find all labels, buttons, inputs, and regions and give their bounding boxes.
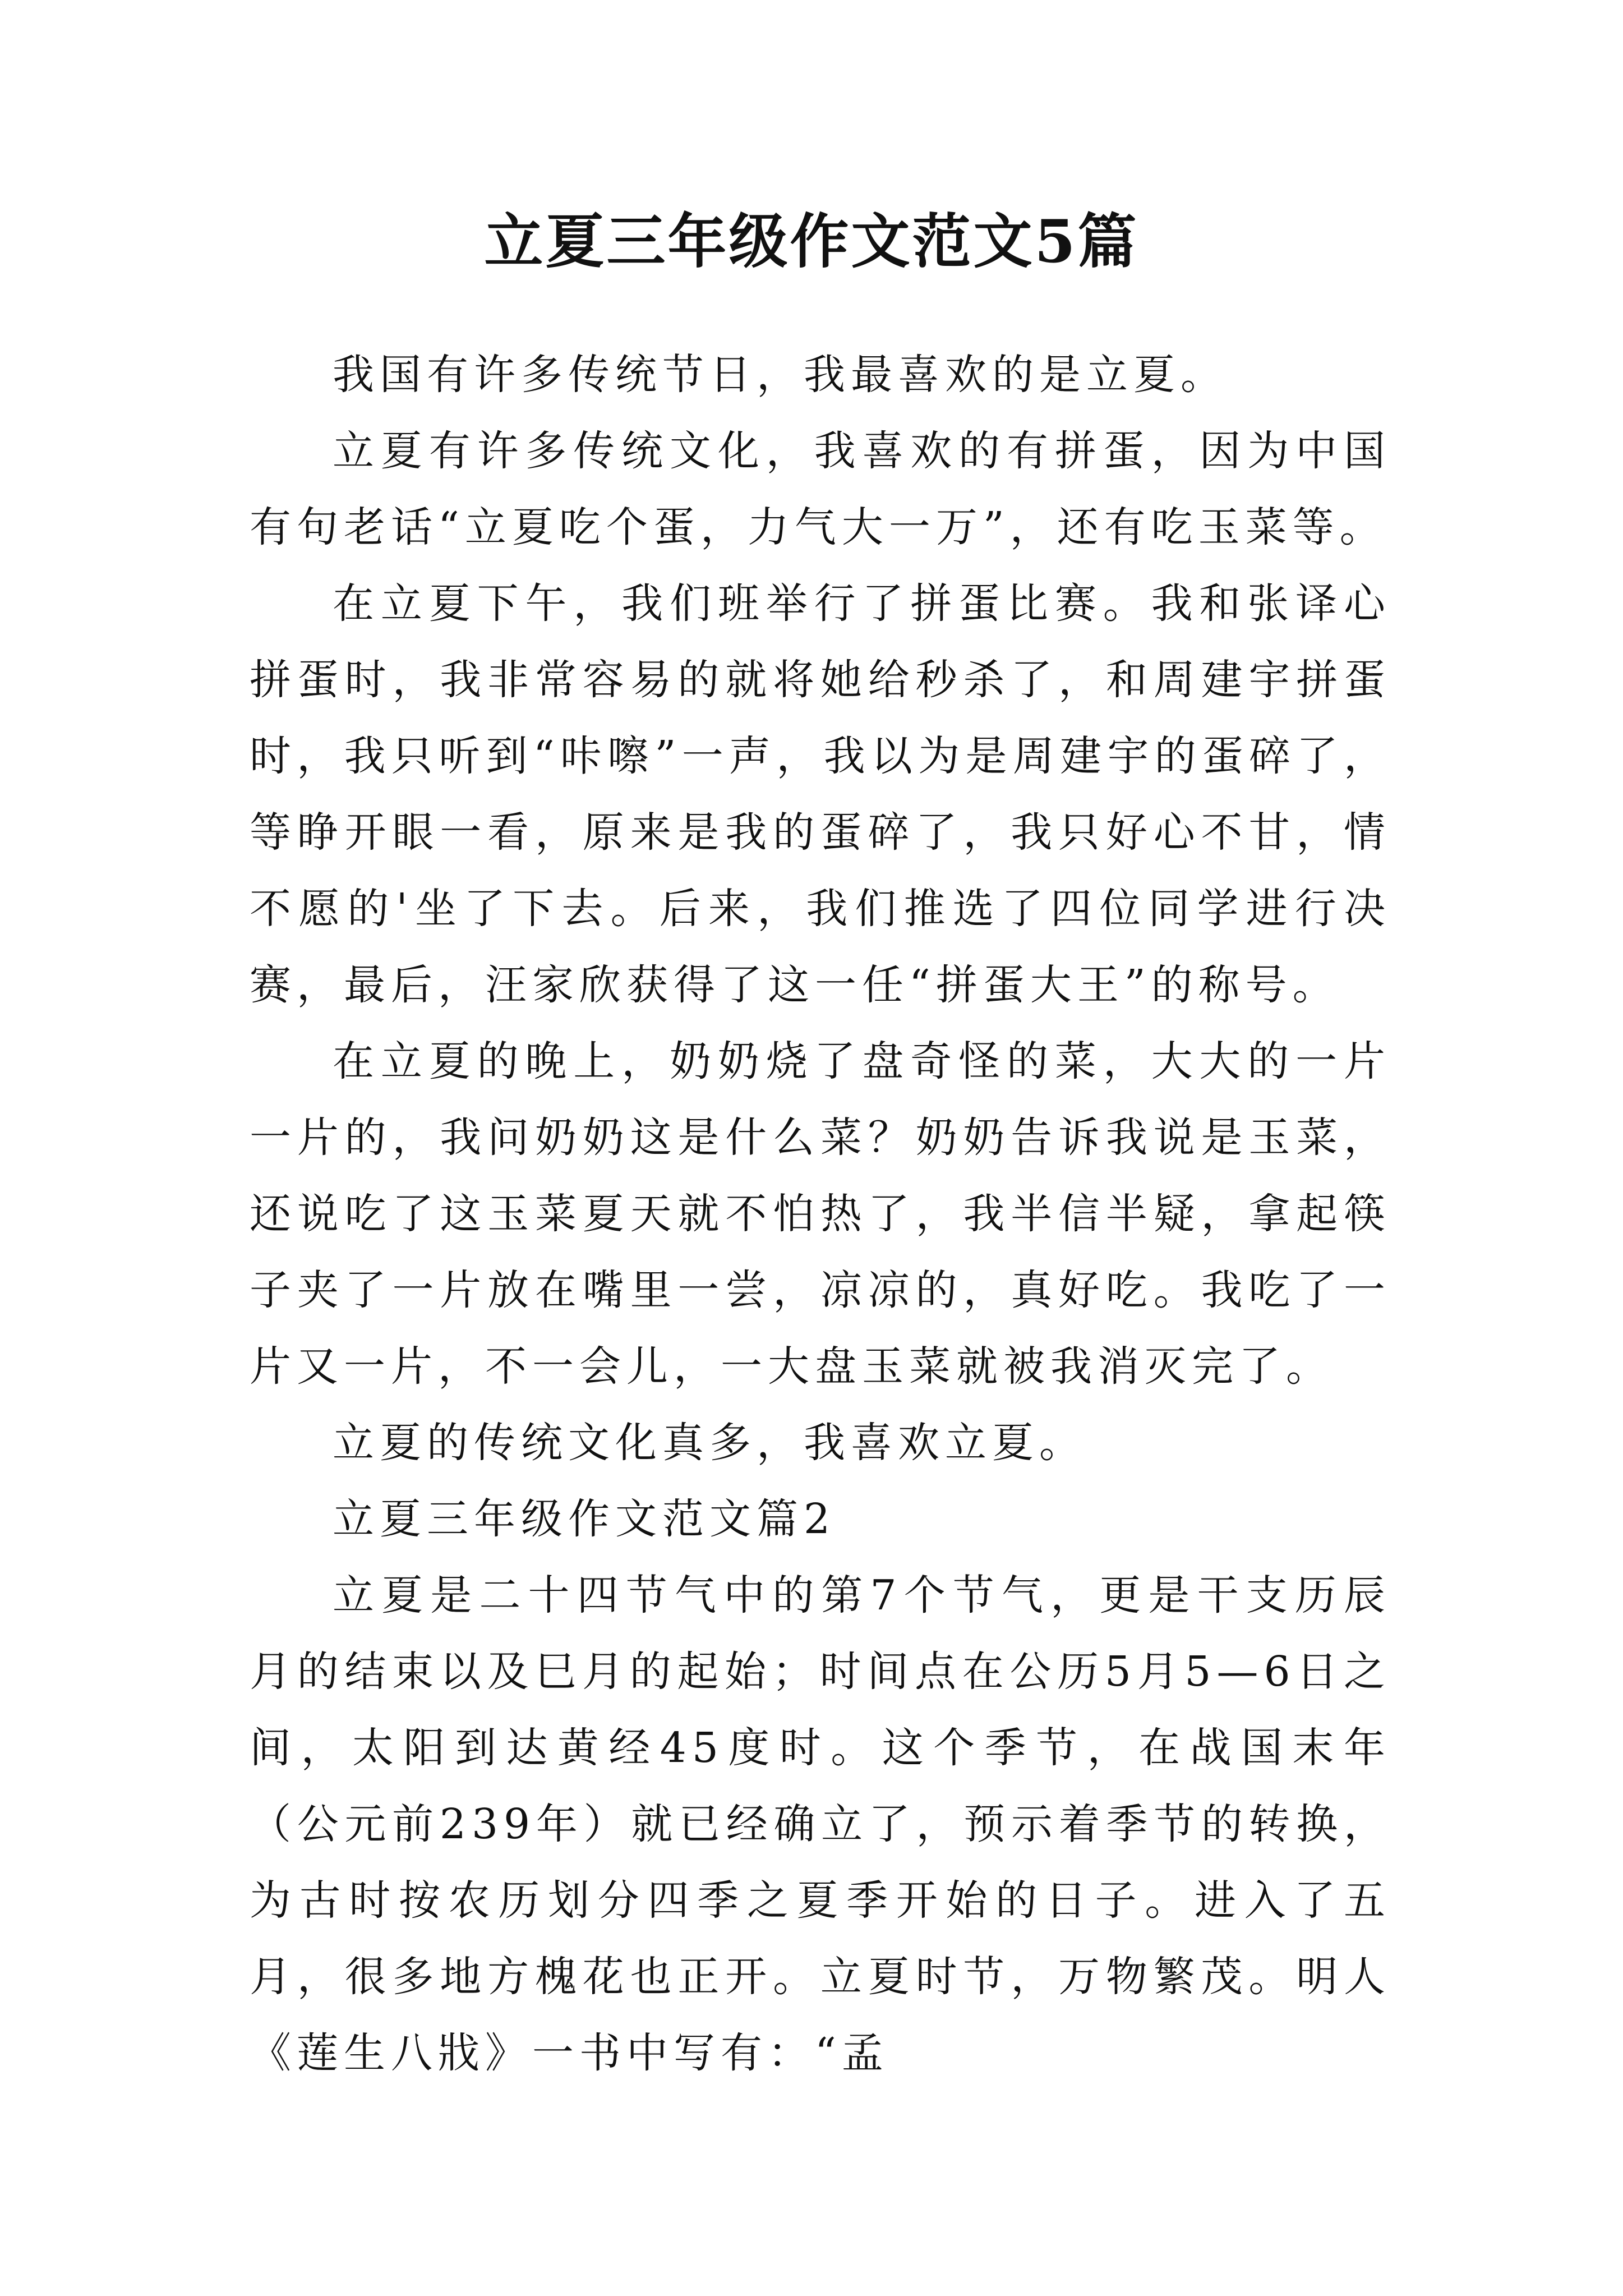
- paragraph: 我国有许多传统节日，我最喜欢的是立夏。: [333, 351, 1228, 399]
- paragraph: 在立夏下午，我们班举行了拼蛋比赛。我和张译心拼蛋时，我非常容易的就将她给秒杀了，和周建宇拼蛋时，我只听到“咔嚓”一声，我以为是周建宇的蛋碎了，等睁开眼一看，原来是我的蛋碎了，我只好心不甘，情不愿的'坐了下去。后来，我们推选了四位同学进行决赛，最后，汪家欣获得了这一任“拼蛋大王”的称号。: [250, 579, 1391, 1009]
- paragraph: 在立夏的晚上，奶奶烧了盘奇怪的菜，大大的一片一片的，我问奶奶这是什么菜？奶奶告诉我说是玉菜，还说吃了这玉菜夏天就不怕热了，我半信半疑，拿起筷子夹了一片放在嘴里一尝，凉凉的，真好吃。我吃了一片又一片，不一会儿，一大盘玉菜就被我消灭完了。: [250, 1037, 1391, 1391]
- document-body: [250, 337, 1391, 2091]
- document-title: 立夏三年级作文范文5篇: [484, 206, 1139, 276]
- paragraph: 立夏有许多传统文化，我喜欢的有拼蛋，因为中国有句老话“立夏吃个蛋，力气大一万”，还有吃玉菜等。: [250, 427, 1391, 551]
- paragraph: 立夏是二十四节气中的第7个节气，更是干支历辰月的结束以及巳月的起始；时间点在公历5月5—6日之间，太阳到达黄经45度时。这个季节，在战国末年（公元前239年）就已经确立了，预示着季节的转换，为古时按农历划分四季之夏季开始的日子。进入了五月，很多地方槐花也正开。立夏时节，万物繁茂。明人《莲生八戕》一书中写有：“孟: [250, 1571, 1391, 2077]
- section-heading: 立夏三年级作文范文篇2: [333, 1495, 836, 1543]
- paragraph: 立夏的传统文化真多，我喜欢立夏。: [333, 1419, 1086, 1467]
